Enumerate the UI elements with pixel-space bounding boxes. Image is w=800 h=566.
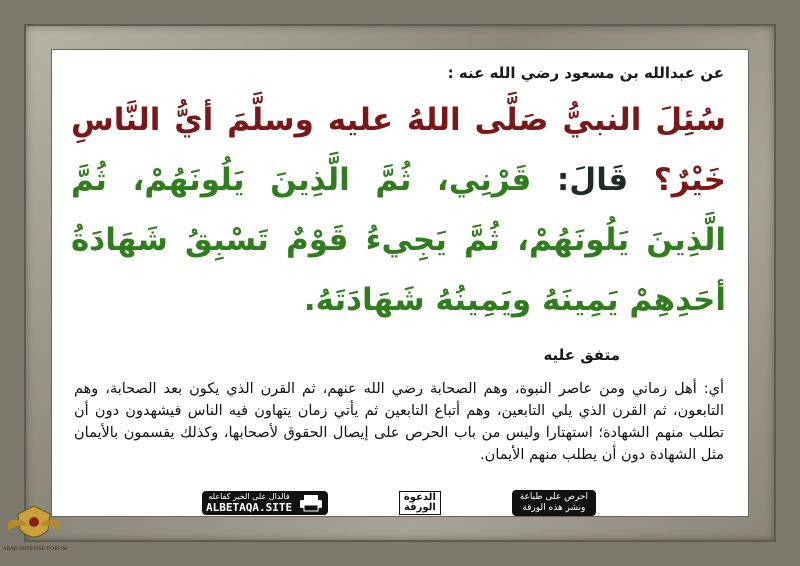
- hadith-ending: تَسْبِقُ شَهَادَةُ أحَدِهِمْ يَمِينَهُ ويَمِينُهُ شَهَادَتَهُ.: [71, 222, 726, 318]
- print-note-line-2: ونشر هذه الورقة: [522, 503, 586, 513]
- hadith-qala: قَالَ:: [556, 162, 629, 198]
- website-url: ALBETAQA.SITE: [206, 501, 293, 514]
- hadith-text: [71, 90, 726, 330]
- printer-icon: [298, 494, 324, 512]
- print-note: [512, 490, 596, 516]
- hadith-intro: سُئِلَ النبيُّ صَلَّى اللهُ عليه وسلَّمَ: [227, 102, 727, 138]
- website-tagline: فالدال على الخير كفاعله: [208, 492, 290, 501]
- card-footer: [202, 492, 596, 514]
- forum-emblem-icon: [4, 500, 64, 562]
- print-note-line-1: احرص على طباعة: [519, 492, 588, 502]
- hadith-explanation: أي: أهل زماني ومن عاصر النبوة، وهم الصحابة رضي الله عنهم، ثم القرن الذي يكون بعد الصحابة، وهم التابعون، ثم القرن الذي يلي التابعين، وهم أتباع التابعين ثم يأتي زمان يتهاون فيه الناس فيشهدون دون أن تطلب منهم الشهادة؛ استهتارا وليس من باب الحرص على إيصال الحقوق لأصحابها، وكذلك يقسمون بالأيمان مثل الشهادة دون أن يطلب منهم الأيمان.: [74, 381, 724, 463]
- website-text: [206, 492, 292, 514]
- hadith-card: [52, 50, 748, 516]
- hadith-question: أيُّ النَّاسِ خَيْرٌ؟: [71, 102, 727, 198]
- hadith-answer: قَرْنِي، ثُمَّ الَّذِينَ يَلُونَهُمْ، ثُمَّ الَّذِينَ يَلُونَهُمْ، ثُمَّ يَجِيءُ قَوْمٌ: [71, 162, 726, 258]
- forum-name: ARAB DEFENSE FORUM: [2, 546, 68, 552]
- narrator-line: عن عبدالله بن مسعود رضي الله عنه :: [447, 64, 724, 82]
- albetaqa-logo: [399, 491, 441, 515]
- logo-line-1: الدعوة: [403, 492, 436, 503]
- hadith-source: متفق عليه: [543, 346, 620, 364]
- website-pill[interactable]: [202, 491, 328, 515]
- logo-line-2: الورقة: [403, 502, 436, 513]
